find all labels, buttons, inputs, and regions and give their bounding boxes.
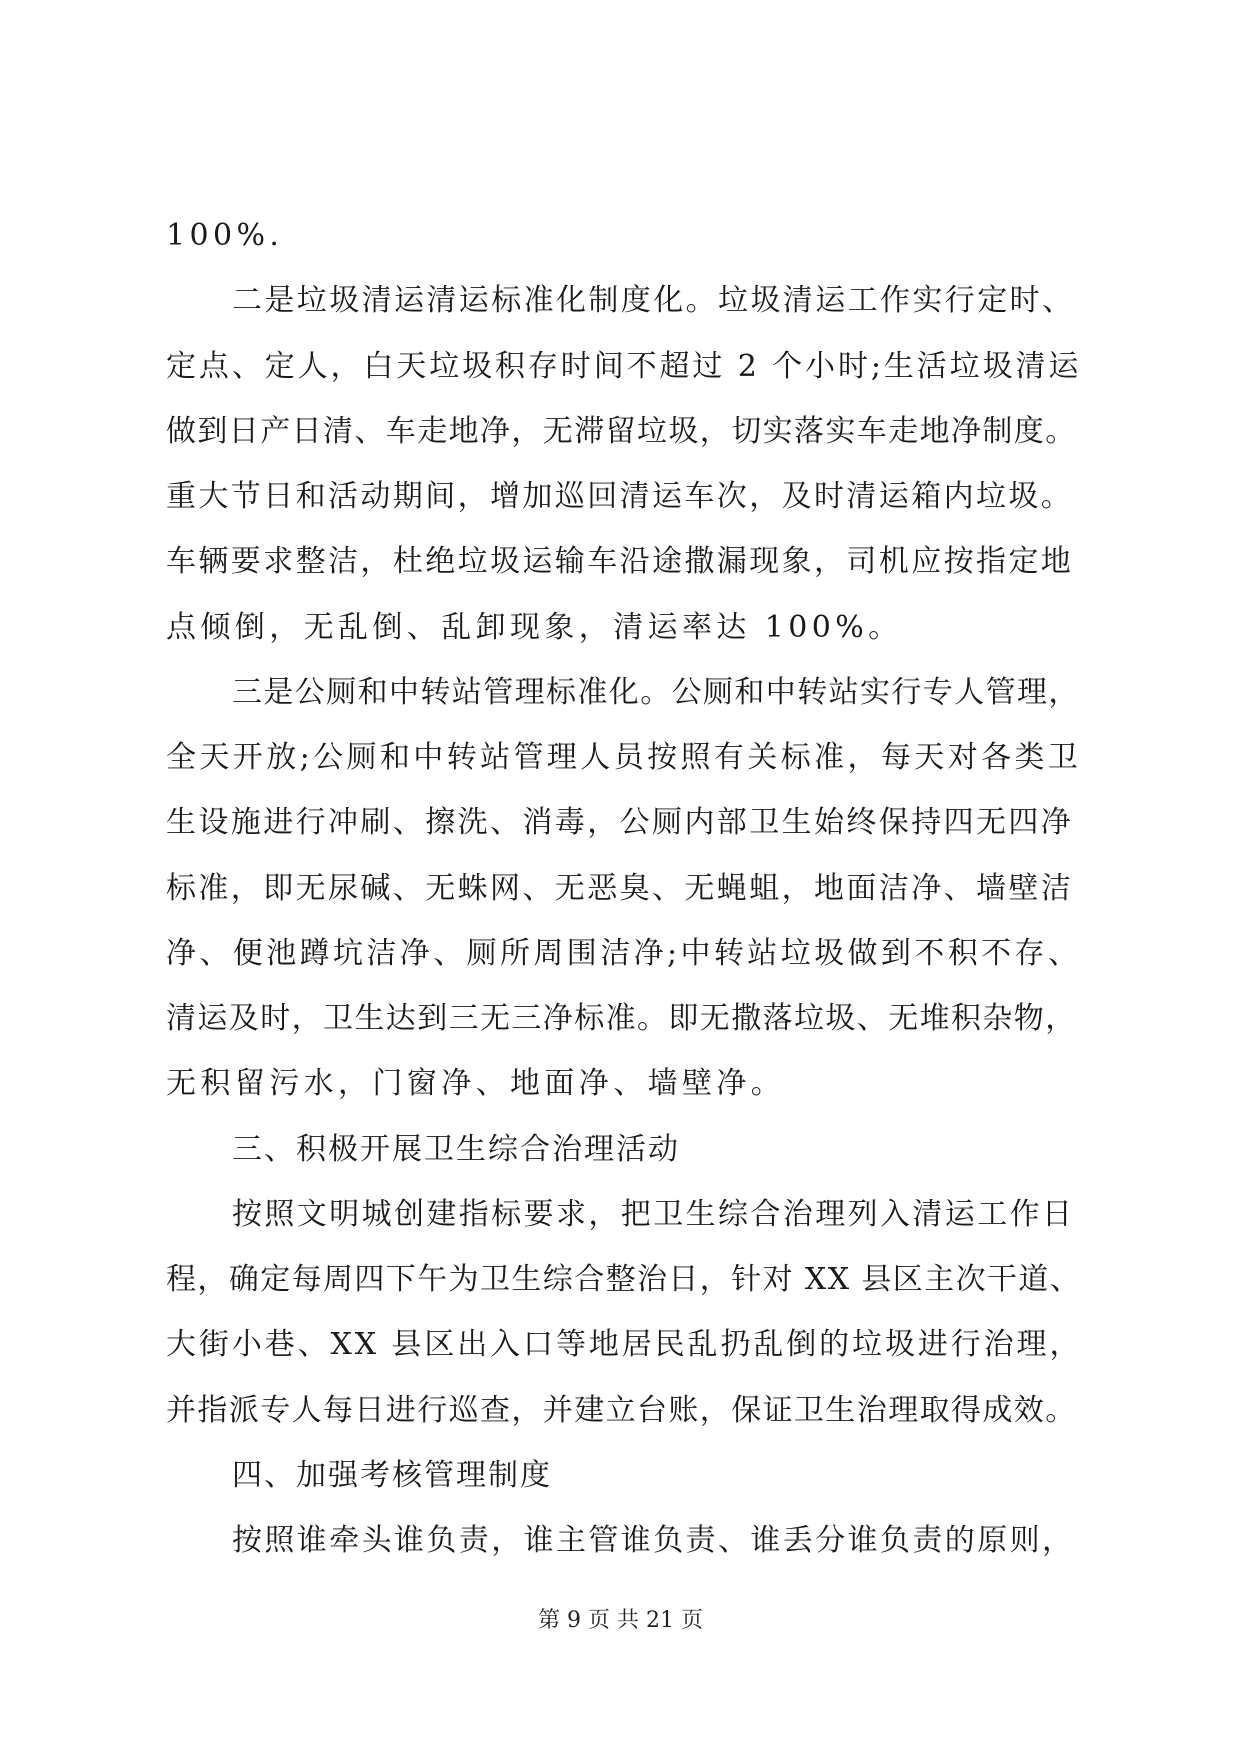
text-line: 定点、定人，白天垃圾积存时间不超过 2 个小时;生活垃圾清运 xyxy=(166,349,1082,384)
text-line: 按照文明城创建指标要求，把卫生综合治理列入清运工作日 xyxy=(232,1197,1075,1232)
section-heading: 三、积极开展卫生综合治理活动 xyxy=(232,1132,680,1167)
text-line: 程，确定每周四下午为卫生综合整治日，针对 XX 县区主次干道、 xyxy=(166,1262,1082,1297)
text-line: 无积留污水，门窗净、地面净、墙壁净。 xyxy=(166,1066,786,1101)
text-line: 并指派专人每日进行巡查，并建立台账，保证卫生治理取得成效。 xyxy=(166,1393,1077,1428)
text-line: 生设施进行冲刷、擦洗、消毒，公厕内部卫生始终保持四无四净 xyxy=(166,805,1074,840)
text-line: 净、便池蹲坑洁净、厕所周围洁净;中转站垃圾做到不积不存、 xyxy=(166,936,1082,971)
text-line: 三是公厕和中转站管理标准化。公厕和中转站实行专人管理， xyxy=(232,675,1080,710)
page-number-footer: 第 9 页 共 21 页 xyxy=(538,1608,703,1633)
text-line: 清运及时，卫生达到三无三净标准。即无撒落垃圾、无堆积杂物， xyxy=(166,1001,1077,1036)
text-line: 重大节日和活动期间，增加巡回清运车次，及时清运箱内垃圾。 xyxy=(166,479,1074,514)
text-line: 全天开放;公厕和中转站管理人员按照有关标准，每天对各类卫 xyxy=(166,740,1082,775)
text-line: 做到日产日清、车走地净，无滞留垃圾，切实落实车走地净制度。 xyxy=(166,414,1077,449)
text-line: 标准，即无尿碱、无蛛网、无恶臭、无蝇蛆，地面洁净、墙壁洁 xyxy=(166,871,1074,906)
text-line: 车辆要求整洁，杜绝垃圾运输车沿途撒漏现象，司机应按指定地 xyxy=(166,544,1074,579)
text-line: 100%. xyxy=(166,218,284,253)
text-line: 点倾倒，无乱倒、乱卸现象，清运率达 100%。 xyxy=(166,610,903,645)
text-line: 按照谁牵头谁负责，谁主管谁负责、谁丢分谁负责的原则， xyxy=(232,1523,1075,1558)
section-heading: 四、加强考核管理制度 xyxy=(232,1458,552,1493)
text-line: 二是垃圾清运清运标准化制度化。垃圾清运工作实行定时、 xyxy=(232,283,1075,318)
text-line: 大街小巷、XX 县区出入口等地居民乱扔乱倒的垃圾进行治理， xyxy=(166,1327,1083,1362)
